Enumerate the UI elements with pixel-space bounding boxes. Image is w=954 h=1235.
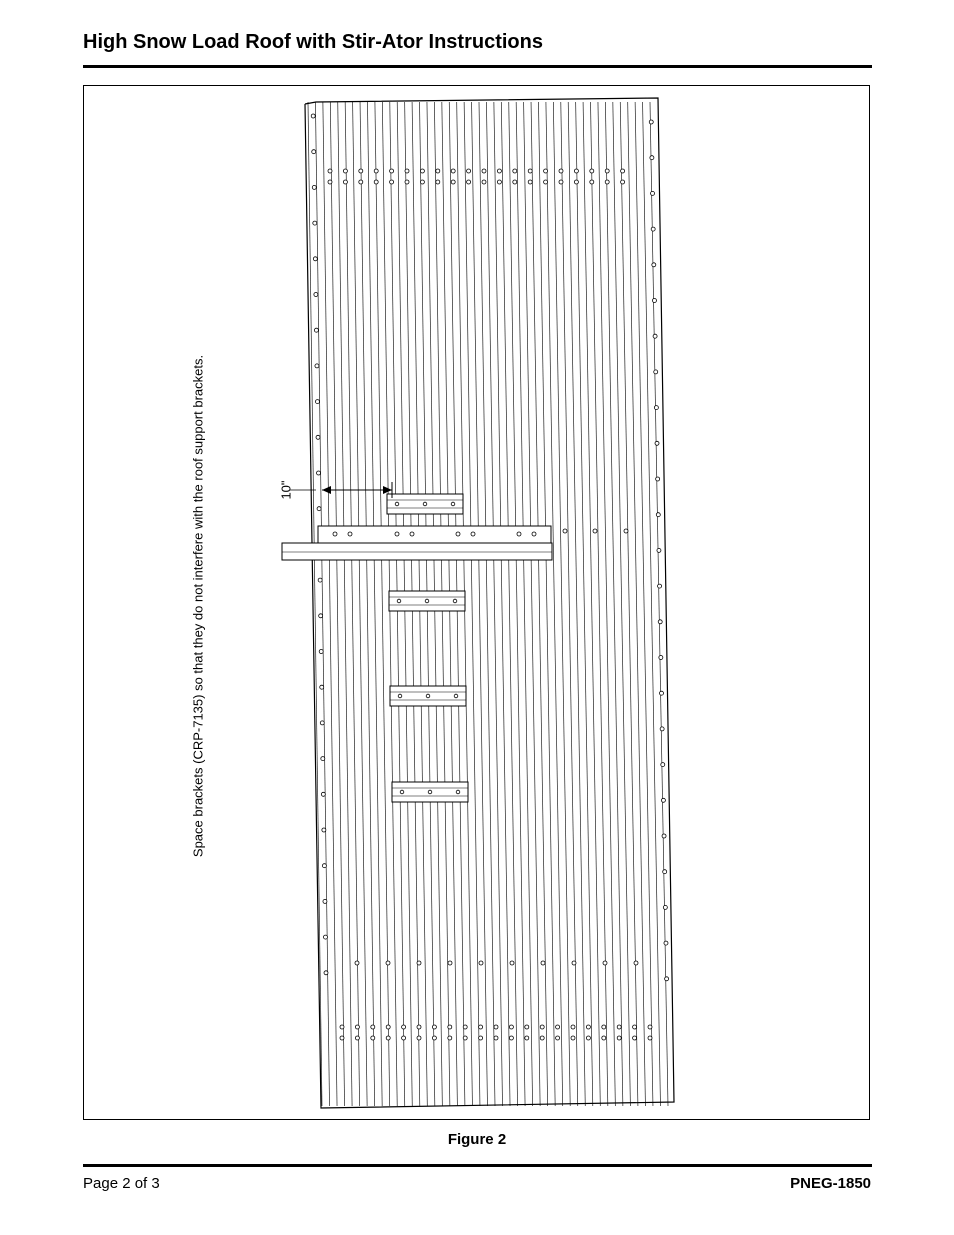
- bottom-hole: [617, 1036, 621, 1040]
- edge-hole: [659, 691, 663, 695]
- edge-hole: [318, 578, 322, 582]
- bottom-hole: [417, 1036, 421, 1040]
- top-hole: [436, 180, 440, 184]
- panel-rib: [353, 102, 368, 1106]
- panel-rib: [628, 102, 646, 1106]
- bottom-hole: [540, 1025, 544, 1029]
- support-bracket-plate: [318, 526, 551, 543]
- bottom-hole: [494, 1025, 498, 1029]
- panel-rib: [338, 102, 352, 1106]
- edge-hole: [315, 400, 319, 404]
- bottom-hole: [633, 1036, 637, 1040]
- panel-rib: [553, 102, 570, 1106]
- beam-hole: [456, 532, 460, 536]
- top-hole: [359, 180, 363, 184]
- bottom-hole: [556, 1036, 560, 1040]
- bottom-hole: [648, 1036, 652, 1040]
- bottom-hole: [355, 1036, 359, 1040]
- top-hole: [544, 180, 548, 184]
- bottom-hole: [355, 961, 359, 965]
- edge-hole: [658, 620, 662, 624]
- bottom-hole: [572, 961, 576, 965]
- top-hole: [390, 180, 394, 184]
- edge-hole: [656, 513, 660, 517]
- panel-rib: [345, 102, 359, 1106]
- edge-hole: [663, 870, 667, 874]
- edge-hole: [317, 471, 321, 475]
- edge-hole: [651, 227, 655, 231]
- top-hole: [497, 180, 501, 184]
- edge-hole: [317, 507, 321, 511]
- edge-hole: [312, 185, 316, 189]
- edge-hole: [314, 293, 318, 297]
- panel-rib: [591, 102, 608, 1106]
- panel-ribs: [308, 102, 668, 1106]
- edge-hole: [651, 191, 655, 195]
- edge-hole: [652, 299, 656, 303]
- bottom-hole: [340, 1036, 344, 1040]
- edge-hole: [657, 548, 661, 552]
- top-hole: [605, 180, 609, 184]
- edge-hole: [660, 727, 664, 731]
- bottom-hole: [432, 1036, 436, 1040]
- bottom-hole: [463, 1025, 467, 1029]
- edge-hole: [311, 114, 315, 118]
- beam-hole: [395, 532, 399, 536]
- bottom-hole: [571, 1036, 575, 1040]
- edge-hole: [658, 584, 662, 588]
- bottom-hole: [479, 1036, 483, 1040]
- panel-rib: [375, 102, 390, 1106]
- top-hole: [621, 169, 625, 173]
- panel-rib: [650, 102, 668, 1106]
- edge-hole: [654, 406, 658, 410]
- bottom-hole: [556, 1025, 560, 1029]
- panel-rib: [367, 102, 382, 1106]
- panel-rib: [546, 102, 563, 1106]
- bracket-hole: [400, 790, 404, 794]
- bracket-hole: [423, 502, 427, 506]
- bottom-hole: [525, 1036, 529, 1040]
- panel-rib: [509, 102, 525, 1106]
- top-hole: [374, 180, 378, 184]
- bottom-hole: [617, 1025, 621, 1029]
- top-hole: [574, 169, 578, 173]
- panel-rib: [308, 102, 322, 1106]
- bottom-hole: [586, 1036, 590, 1040]
- bottom-hole: [355, 1025, 359, 1029]
- top-hole: [451, 180, 455, 184]
- edge-hole: [316, 435, 320, 439]
- bottom-hole: [525, 1025, 529, 1029]
- edge-hole: [650, 156, 654, 160]
- edge-hole: [664, 941, 668, 945]
- top-hole: [482, 169, 486, 173]
- edge-hole: [649, 120, 653, 124]
- top-hole: [328, 180, 332, 184]
- bracket-hole: [426, 694, 430, 698]
- panel-rib: [613, 102, 631, 1106]
- bracket-hole: [398, 694, 402, 698]
- top-hole: [328, 169, 332, 173]
- bracket-hole: [425, 599, 429, 603]
- bracket-spacing-note: Space brackets (CRP-7135) so that they do not interfere with the roof support brackets.: [190, 354, 206, 858]
- bottom-hole: [448, 961, 452, 965]
- edge-hole: [324, 971, 328, 975]
- fastener-holes: [311, 114, 668, 1040]
- edge-hole: [315, 364, 319, 368]
- panel-hole: [593, 529, 597, 533]
- bottom-hole: [402, 1036, 406, 1040]
- panel-rib: [643, 102, 661, 1106]
- panel-rib: [598, 102, 615, 1106]
- beam-hole: [333, 532, 337, 536]
- dimension-label: 10": [278, 480, 294, 500]
- top-hole: [359, 169, 363, 173]
- bottom-hole: [371, 1036, 375, 1040]
- panel-rib: [531, 102, 548, 1106]
- edge-hole: [661, 763, 665, 767]
- edge-hole: [665, 977, 669, 981]
- bottom-hole: [541, 961, 545, 965]
- bottom-hole: [648, 1025, 652, 1029]
- bottom-hole: [386, 1025, 390, 1029]
- edge-hole: [323, 899, 327, 903]
- edge-hole: [319, 614, 323, 618]
- bottom-hole: [432, 1025, 436, 1029]
- bottom-hole: [602, 1025, 606, 1029]
- header-rule: [83, 65, 872, 68]
- top-hole: [390, 169, 394, 173]
- panel-rib: [635, 102, 653, 1106]
- bottom-hole: [463, 1036, 467, 1040]
- bracket-hole: [454, 694, 458, 698]
- top-hole: [436, 169, 440, 173]
- panel-outline: [305, 98, 674, 1108]
- top-hole: [559, 180, 563, 184]
- bottom-hole: [633, 1025, 637, 1029]
- bottom-hole: [509, 1036, 513, 1040]
- beam-hole: [348, 532, 352, 536]
- edge-hole: [654, 370, 658, 374]
- footer-rule: [83, 1164, 872, 1167]
- top-hole: [343, 169, 347, 173]
- edge-hole: [313, 221, 317, 225]
- top-hole: [467, 169, 471, 173]
- top-hole: [420, 169, 424, 173]
- beam-hole: [532, 532, 536, 536]
- top-hole: [544, 169, 548, 173]
- panel-rib: [315, 102, 329, 1106]
- edge-hole: [653, 334, 657, 338]
- top-hole: [482, 180, 486, 184]
- edge-hole: [319, 650, 323, 654]
- page-title: High Snow Load Roof with Stir-Ator Instructions: [83, 31, 543, 53]
- panel-hole: [563, 529, 567, 533]
- panel-rib: [524, 102, 541, 1106]
- bottom-hole: [371, 1025, 375, 1029]
- edge-hole: [312, 150, 316, 154]
- top-hole: [420, 180, 424, 184]
- panel-rib: [464, 102, 480, 1106]
- edge-hole: [659, 656, 663, 660]
- top-hole: [621, 180, 625, 184]
- beam-hole: [471, 532, 475, 536]
- bottom-hole: [571, 1025, 575, 1029]
- edge-hole: [320, 685, 324, 689]
- bottom-hole: [402, 1025, 406, 1029]
- edge-hole: [323, 935, 327, 939]
- support-bracket-beam: [282, 543, 552, 560]
- panel-rib: [568, 102, 585, 1106]
- top-hole: [513, 180, 517, 184]
- panel-rib: [472, 102, 488, 1106]
- top-hole: [343, 180, 347, 184]
- beam-hole: [517, 532, 521, 536]
- top-hole: [590, 180, 594, 184]
- panel-rib: [330, 102, 344, 1106]
- panel-rib: [516, 102, 532, 1106]
- panel-rib: [620, 102, 638, 1106]
- bottom-hole: [494, 1036, 498, 1040]
- bottom-hole: [510, 961, 514, 965]
- edge-hole: [322, 828, 326, 832]
- document-code: PNEG-1850: [790, 1175, 871, 1192]
- edge-hole: [652, 263, 656, 267]
- bottom-hole: [479, 1025, 483, 1029]
- bracket-hole: [453, 599, 457, 603]
- figure-caption: Figure 2: [447, 1131, 507, 1148]
- top-hole: [405, 180, 409, 184]
- figure-frame: [83, 85, 870, 1120]
- edge-hole: [655, 441, 659, 445]
- bottom-hole: [634, 961, 638, 965]
- brackets: [282, 494, 552, 802]
- panel-rib: [561, 102, 578, 1106]
- bracket-hole: [456, 790, 460, 794]
- bracket-hole: [428, 790, 432, 794]
- bottom-hole: [603, 961, 607, 965]
- panel-hole: [624, 529, 628, 533]
- page-number: Page 2 of 3: [83, 1175, 160, 1192]
- edge-hole: [321, 792, 325, 796]
- top-hole: [497, 169, 501, 173]
- roof-panel-drawing: [84, 86, 871, 1121]
- bottom-hole: [602, 1036, 606, 1040]
- bottom-hole: [479, 961, 483, 965]
- bottom-hole: [586, 1025, 590, 1029]
- beam-hole: [410, 532, 414, 536]
- top-hole: [374, 169, 378, 173]
- bottom-hole: [417, 1025, 421, 1029]
- edge-hole: [661, 798, 665, 802]
- panel-rib: [486, 102, 502, 1106]
- top-hole: [528, 180, 532, 184]
- panel-rib: [494, 102, 510, 1106]
- bracket-hole: [451, 502, 455, 506]
- bottom-hole: [448, 1025, 452, 1029]
- top-hole: [559, 169, 563, 173]
- bottom-hole: [386, 1036, 390, 1040]
- bracket-hole: [395, 502, 399, 506]
- top-hole: [513, 169, 517, 173]
- panel-rib: [323, 102, 337, 1106]
- edge-hole: [663, 905, 667, 909]
- edge-hole: [313, 257, 317, 261]
- top-hole: [605, 169, 609, 173]
- edge-hole: [656, 477, 660, 481]
- top-hole: [574, 180, 578, 184]
- bottom-hole: [448, 1036, 452, 1040]
- panel-rib: [605, 102, 622, 1106]
- dimension-marker: [278, 480, 392, 499]
- panel-rib: [583, 102, 600, 1106]
- panel-rib: [360, 102, 375, 1106]
- top-hole: [405, 169, 409, 173]
- edge-hole: [321, 757, 325, 761]
- edge-hole: [314, 328, 318, 332]
- panel-rib: [479, 102, 495, 1106]
- bottom-hole: [340, 1025, 344, 1029]
- top-hole: [451, 169, 455, 173]
- panel-rib: [576, 102, 593, 1106]
- bottom-hole: [386, 961, 390, 965]
- bracket-hole: [397, 599, 401, 603]
- edge-hole: [662, 834, 666, 838]
- panel-rib: [538, 102, 555, 1106]
- top-hole: [590, 169, 594, 173]
- bottom-hole: [509, 1025, 513, 1029]
- panel-rib: [501, 102, 517, 1106]
- edge-hole: [322, 864, 326, 868]
- edge-hole: [320, 721, 324, 725]
- top-hole: [528, 169, 532, 173]
- bottom-hole: [540, 1036, 544, 1040]
- top-hole: [467, 180, 471, 184]
- bottom-hole: [417, 961, 421, 965]
